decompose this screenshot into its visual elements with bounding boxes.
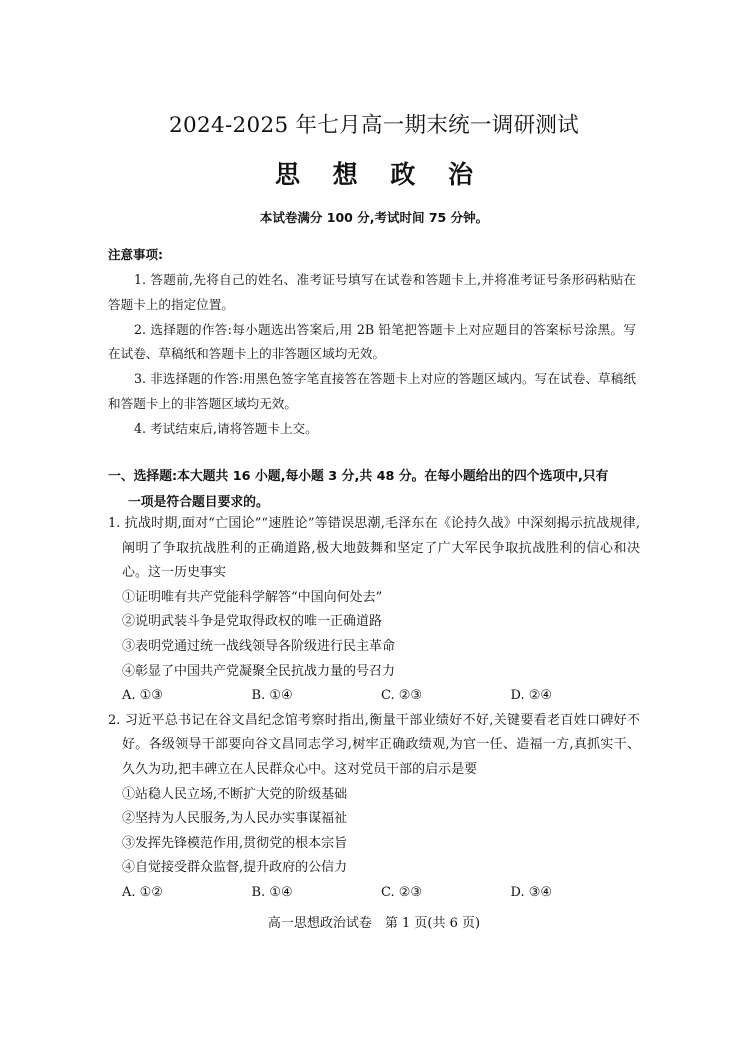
question-stem: 1. 抗战时期,面对“亡国论”“速胜论”等错误思潮,毛泽东在《论持久战》中深刻揭示抗战规律,阐明了争取抗战胜利的正确道路,极大地鼓舞和坚定了广大军民争取抗战胜利的信心和决心。这一历史事实 [108,516,640,581]
question-stem: 2. 习近平总书记在谷文昌纪念馆考察时指出,衡量干部业绩好不好,关键要看老百姓口碑好不好。各级领导干部要向谷文昌同志学习,树牢正确政绩观,为官一任、造福一方,真抓实干、久久为功,把丰碑立在人民群众心中。这对党员干部的启示是要 [108,712,640,777]
notice-item: 2. 选择题的作答:每小题选出答案后,用 2B 铅笔把答题卡上对应题目的答案标号涂黑。写在试卷、草稿纸和答题卡上的非答题区域均无效。 [108,321,636,362]
statement-option: ④自觉接受群众监督,提升政府的公信力 [122,860,348,876]
exam-info: 本试卷满分 100 分,考试时间 75 分钟。 [259,210,489,225]
section-heading [108,464,638,516]
notice-item: 1. 答题前,先将自己的姓名、准考证号填写在试卷和答题卡上,并将准考证号条形码粘贴在答题卡上的指定位置。 [108,272,636,312]
statement-option: ①证明唯有共产党能科学解答“中国向何处去” [122,589,383,605]
exam-title: 2024-2025 年七月高一期末统一调研测试 [169,113,579,138]
choice-b: B. ①④ [251,884,293,900]
choice-d: D. ②④ [510,688,553,704]
statement-option: ④彰显了中国共产党凝聚全民抗战力量的号召力 [122,663,396,679]
statement-option: ②坚持为人民服务,为人民办实事谋福祉 [122,811,348,827]
question-1 [108,512,640,709]
statement-option: ②说明武装斗争是党取得政权的唯一正确道路 [122,614,383,630]
question-2 [108,709,640,906]
notice-item: 4. 考试结束后,请将答题卡上交。 [134,420,318,436]
choice-d: D. ③④ [510,884,553,900]
notice-item: 3. 非选择题的作答:用黑色签字笔直接答在答题卡上对应的答题区域内。写在试卷、草稿纸和答题卡上的非答题区域均无效。 [108,371,636,411]
statement-option: ③表明党通过统一战线领导各阶级进行民主革命 [122,638,396,654]
answer-choices [108,881,640,906]
choice-a: A. ①② [122,884,163,900]
choice-c: C. ②③ [381,884,423,900]
subject-title: 思 想 政 治 [274,160,486,189]
question-list [108,512,640,906]
answer-choices [108,684,640,709]
choice-a: A. ①③ [122,688,163,704]
page-footer: 高一思想政治试卷 第 1 页(共 6 页) [267,916,481,931]
section-heading-line1: 一、选择题:本大题共 16 小题,每小题 3 分,共 48 分。在每小题给出的四个选项中,只有 [108,469,609,484]
statement-option: ③发挥先锋模范作用,贯彻党的根本宗旨 [122,835,348,851]
choice-b: B. ①④ [251,688,293,704]
statement-option: ①站稳人民立场,不断扩大党的阶级基础 [122,786,348,802]
choice-c: C. ②③ [381,688,423,704]
section-heading-line2: 一项是符合题目要求的。 [128,495,269,510]
notice-list [108,268,636,442]
notice-heading: 注意事项: [108,247,163,262]
